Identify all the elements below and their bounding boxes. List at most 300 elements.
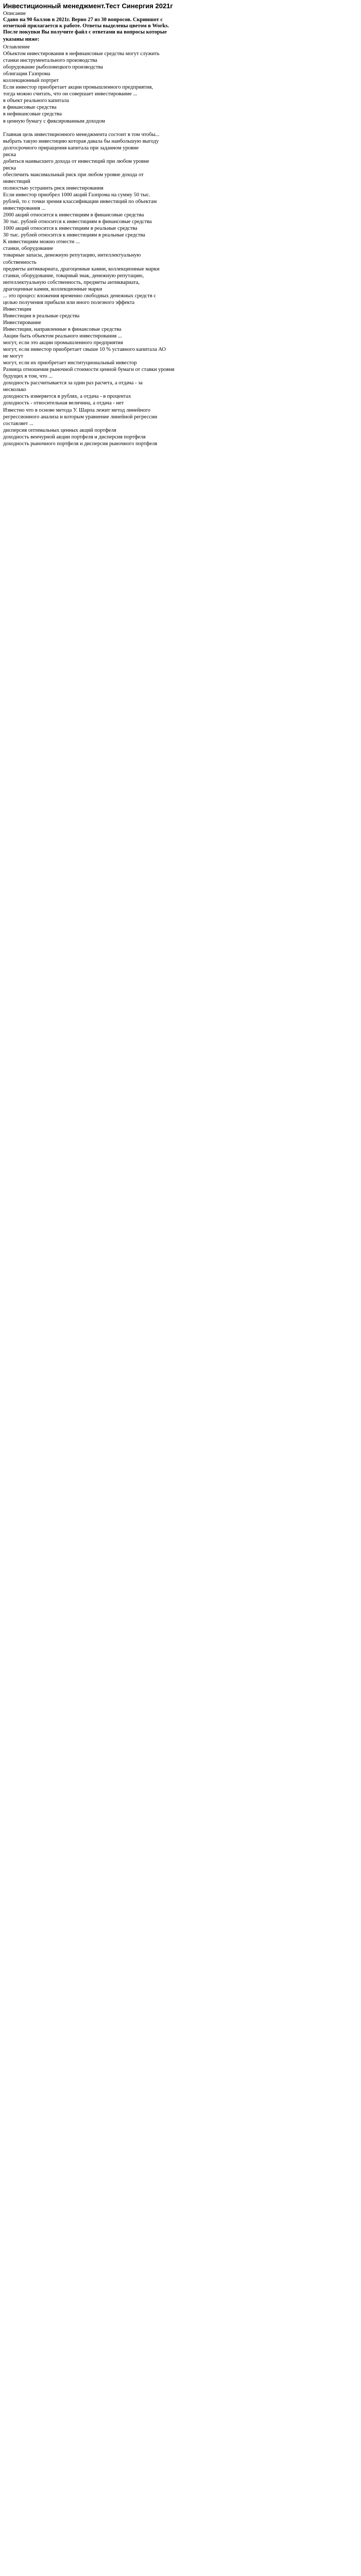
text-line [3,541,358,548]
text-line [3,1039,358,1045]
text-line: инвестиций [3,178,30,184]
text-line [3,2309,358,2316]
text-line [3,2094,358,2100]
text-line [3,669,358,675]
text-line [3,897,358,904]
text-line [3,1368,358,1375]
text-line [3,2296,358,2302]
text-line [3,2033,358,2040]
text-line [3,1388,358,1395]
text-line: составляет ... [3,420,33,427]
text-line [3,1240,358,1247]
text-line [3,1415,358,1422]
text-line [3,1086,358,1092]
text-line [3,461,358,467]
text-line [3,2080,358,2087]
text-line: ... это процесс вложения временно свободных денежных средств с [3,293,157,299]
text-line [3,851,358,857]
text-line [3,2329,358,2336]
text-line [3,2430,358,2437]
text-line [3,1657,358,1664]
text-line [3,1798,358,1805]
text-line [3,2060,358,2067]
text-line [3,2424,358,2430]
text-line [3,595,358,602]
text-line [3,1583,358,1590]
text-line [3,1180,358,1187]
text-line [3,1617,358,1623]
text-line [3,1059,358,1065]
text-line [3,810,358,817]
text-line [3,447,358,454]
text-line [3,1025,358,1032]
text-line [3,1112,358,1119]
text-line [3,2121,358,2127]
text-line [3,1771,358,1778]
text-line [3,534,358,541]
text-line: Инвестиции [3,306,31,312]
text-line [3,1253,358,1260]
text-line [3,736,358,743]
text-line [3,1334,358,1341]
text-line [3,924,358,931]
text-line [3,682,358,689]
text-line: предметы антиквариата, драгоценные камни, коллекционные марки [3,266,160,272]
text-line [3,1751,358,1758]
text-line [3,1953,358,1959]
text-line [3,1704,358,1711]
text-line [3,1173,358,1180]
text-line [3,1966,358,1973]
text-line [3,649,358,655]
text-line [3,743,358,750]
text-line [3,1422,358,1429]
text-line [3,776,358,783]
text-line: доходность рассчитывается за один раз расчета, а отдача - за [3,380,143,386]
text-line [3,958,358,964]
text-line [3,1711,358,1718]
text-line: риска [3,151,16,158]
text-line: драгоценные камни, коллекционные марки [3,286,102,292]
text-line [3,1207,358,1213]
text-line [3,2302,358,2309]
text-line [3,2349,358,2356]
text-line [3,1072,358,1079]
text-line [3,1328,358,1334]
text-line [3,2417,358,2424]
text-line [3,2356,358,2363]
text-line [3,689,358,696]
notice-line: После покупки Вы получите файл с ответами на вопросы которые [3,29,167,35]
text-line [3,1052,358,1059]
text-line [3,2248,358,2255]
text-line [3,2289,358,2296]
text-line: оборудование рыболовецкого производства [3,64,104,71]
text-line [3,2188,358,2195]
text-line [3,568,358,575]
text-line: в финансовые средства [3,105,57,111]
text-line [3,1791,358,1798]
text-line [3,1220,358,1227]
text-line [3,1839,358,1845]
text-line: обеспечить максимальный риск при любом уровне дохода от [3,172,144,178]
text-line [3,1045,358,1052]
text-line [3,763,358,770]
text-line [3,1476,358,1482]
text-line [3,507,358,514]
text-line [3,1879,358,1886]
text-line [3,602,358,608]
text-line [3,1247,358,1253]
text-line [3,2558,358,2565]
text-line: 30 тыс. рублей относится к инвестициям в финансовые средства [3,219,152,225]
text-line: целью получения прибыли или иного полезного эффекта [3,299,135,306]
text-line: станки, оборудование [3,246,54,252]
question-answer-list [3,44,358,2576]
text-line [3,655,358,662]
text-line [3,1516,358,1522]
text-line [3,696,358,703]
text-line [3,971,358,978]
text-line [3,1140,358,1146]
text-line [3,1361,358,1368]
text-line [3,823,358,830]
text-line: К инвестициям можно отнести ... [3,239,80,245]
text-line [3,1301,358,1308]
text-line [3,884,358,891]
text-line: 30 тыс. рублей относится к инвестициям в реальные средства [3,232,145,239]
text-line [3,1731,358,1738]
text-line: инвестирования ... [3,206,46,212]
text-line [3,992,358,998]
text-line [3,2087,358,2094]
text-line [3,1643,358,1650]
text-line [3,615,358,622]
text-line [3,2396,358,2403]
text-line [3,911,358,918]
text-line [3,1577,358,1583]
text-line [3,2134,358,2141]
text-line [3,2376,358,2383]
text-line [3,588,358,595]
text-line [3,1449,358,1455]
text-line [3,1859,358,1866]
text-line [3,964,358,971]
text-line [3,1563,358,1570]
text-line: Акции быть объектом реального инвестирования ... [3,333,122,340]
text-line [3,709,358,716]
text-line: могут, если инвестор приобретает свыше 10 % уставного капитала АО [3,347,166,353]
text-line [3,1120,358,1126]
text-line [3,2242,358,2248]
text-line: не могут [3,353,23,360]
text-line: 1000 акций относится к инвестициям в реальные средства [3,226,137,232]
description-line: отметкой прилагается к работе. Ответы выделены цветом в Works. [3,23,169,29]
text-line [3,1482,358,1489]
text-line [3,1375,358,1381]
text-line [3,2276,358,2282]
text-line [3,2269,358,2276]
text-line [3,1529,358,1536]
text-line [3,1126,358,1133]
text-line [3,635,358,642]
text-line [3,978,358,985]
text-line [3,562,358,568]
text-line [3,2565,358,2571]
text-line [3,1866,358,1872]
text-line [3,1106,358,1112]
text-line [3,1899,358,1906]
text-line [3,1536,358,1543]
text-line: товарные запасы, денежную репутацию, интеллектуальную [3,252,141,259]
text-line: регрессионного анализа и которым уравнение линейной регрессии [3,414,158,420]
text-line [3,2107,358,2114]
text-line [3,730,358,736]
text-line: Объектом инвестирования в нефинансовые средства могут служить [3,51,160,57]
text-line [3,622,358,629]
purchase-notice [3,29,358,43]
text-line [3,501,358,507]
text-line [3,2444,358,2450]
text-line [3,1429,358,1435]
text-line [3,1469,358,1476]
text-line [3,1832,358,1838]
text-line [3,1872,358,1879]
text-line [3,1738,358,1744]
text-line [3,2020,358,2027]
text-line [3,1462,358,1469]
text-line [3,1637,358,1643]
text-line: Если инвестор приобрел 1000 акций Газпрома на сумму 50 тыс. [3,192,150,198]
text-line [3,1630,358,1637]
text-line [3,1556,358,1563]
text-line [3,2222,358,2228]
text-line [3,1805,358,1811]
text-line [3,1698,358,1704]
text-line: Главная цель инвестиционного менеджмента состоит в том чтобы... [3,131,160,138]
text-line [3,454,358,461]
text-line [3,1845,358,1852]
text-line [3,1939,358,1946]
text-line [3,582,358,588]
text-line [3,1019,358,1025]
text-line [3,2410,358,2417]
text-line: могут, если это акции промышленного предприятия [3,340,123,346]
text-line [3,1401,358,1408]
text-line [3,1032,358,1039]
text-line [3,1946,358,1953]
text-line [3,1395,358,1401]
text-line [3,555,358,562]
text-line [3,2027,358,2033]
text-line [3,2457,358,2464]
text-line [3,1603,358,1610]
text-line [3,2343,358,2349]
text-line [3,2100,358,2107]
text-line: в объект реального капитала [3,98,69,104]
text-line: станки, оборудование, товарный знак, денежную репутацию, [3,273,144,279]
text-line [3,817,358,823]
text-line [3,521,358,528]
text-line [3,871,358,877]
text-line [3,796,358,803]
text-line [3,1012,358,1019]
text-line [3,1193,358,1200]
text-line [3,1690,358,1697]
text-line: Инвестиции, направленные в финансовые средства [3,326,122,332]
text-line [3,2437,358,2444]
text-line [3,864,358,871]
text-line [3,1623,358,1630]
text-line [3,1341,358,1348]
text-line [3,2383,358,2389]
text-line [3,1718,358,1724]
text-line [3,918,358,924]
text-line [3,2201,358,2208]
text-line [3,1892,358,1899]
text-line: доходность измеряется в рублях, а отдача - в процентах [3,394,131,400]
text-line [3,1308,358,1314]
text-line [3,2175,358,2181]
text-line [3,1079,358,1086]
text-line [3,1213,358,1220]
text-line [3,2511,358,2517]
text-line [3,1200,358,1207]
text-line [3,1099,358,1106]
text-line [3,1294,358,1301]
text-line [3,608,358,615]
text-line [3,750,358,756]
text-line [3,662,358,669]
text-line [3,1281,358,1287]
text-line [3,1818,358,1825]
text-line [3,2013,358,2020]
text-line [3,2477,358,2484]
text-line [3,1597,358,1603]
text-line [3,1502,358,1509]
text-line [3,675,358,682]
text-line [3,1811,358,1818]
text-line [3,1233,358,1240]
text-line [3,2208,358,2215]
text-line [3,1973,358,1979]
text-line [3,1409,358,1415]
text-line [3,1993,358,2000]
text-line [3,528,358,534]
text-line [3,2544,358,2551]
text-line [3,2571,358,2576]
text-line [3,2067,358,2074]
text-line: Инвестиции в реальные средства [3,313,80,319]
text-line: риска [3,165,16,171]
text-line [3,1348,358,1354]
text-line: долгосрочного приращения капитала при заданном уровне [3,145,139,151]
text-line [3,2531,358,2537]
text-line: облигации Газпрома [3,71,50,77]
text-line [3,1166,358,1173]
text-line: станки инструментального производства [3,58,97,64]
text-line [3,2215,358,2222]
text-line: коллекционный портрет [3,78,59,84]
text-line [3,1442,358,1449]
text-line: доходность - относительная величина, а отдача - нет [3,400,124,406]
text-line [3,2054,358,2060]
text-line [3,2316,358,2323]
text-line [3,1778,358,1785]
text-line [3,790,358,796]
text-line [3,1260,358,1267]
text-line: добиться наивысшего дохода от инвестиций при любом уровне [3,158,149,164]
text-line [3,1274,358,1281]
text-line [3,2000,358,2007]
text-line: доходность рыночного портфеля и дисперсия рыночного портфеля [3,440,158,447]
text-line [3,1933,358,1939]
text-line [3,931,358,938]
text-line [3,803,358,810]
text-line [3,1987,358,1993]
text-line [3,723,358,730]
text-line [3,2464,358,2470]
text-line [3,2195,358,2201]
text-line [3,2074,358,2080]
text-line: интеллектуальную собственность, предметы антиквариата, [3,279,140,285]
text-line [3,642,358,649]
text-line [3,2155,358,2161]
text-line [3,1785,358,1791]
text-line [3,1153,358,1160]
text-line: тогда можно считать, что он совершает инвестирование ... [3,91,137,97]
text-line [3,2262,358,2268]
text-line: Известно что в основе метода У. Шарпа лежит метод линейного [3,407,150,413]
text-line [3,2504,358,2511]
text-line [3,1758,358,1765]
text-line [3,938,358,944]
text-line [3,891,358,897]
text-line [3,1489,358,1496]
text-line: собственность [3,259,37,265]
text-line [3,1146,358,1153]
text-line [3,1677,358,1684]
text-line [3,904,358,911]
text-line [3,1959,358,1966]
text-line [3,1886,358,1892]
text-line [3,2470,358,2477]
description-line: Сдано на 90 баллов в 2021г. Верно 27 из 30 вопросов. Скриншот с [3,17,163,23]
text-line [3,1187,358,1193]
text-line [3,830,358,837]
text-line [3,716,358,723]
notice-line: указаны ниже: [3,37,40,42]
description-block [3,17,358,29]
text-line [3,1590,358,1597]
text-line [3,2369,358,2376]
text-line [3,1670,358,1677]
text-line [3,1664,358,1670]
text-line [3,2235,358,2242]
text-line [3,2040,358,2047]
page-title: Инвестиционный менеджмент.Тест Синергия 2021г [3,2,173,10]
text-line [3,2148,358,2155]
text-line [3,1455,358,1462]
text-line [3,1906,358,1912]
text-line: Инвестирование [3,319,41,326]
text-line [3,1550,358,1556]
text-line [3,1684,358,1690]
text-line [3,985,358,992]
text-line [3,756,358,763]
text-line [3,1227,358,1233]
text-line [3,1005,358,1012]
